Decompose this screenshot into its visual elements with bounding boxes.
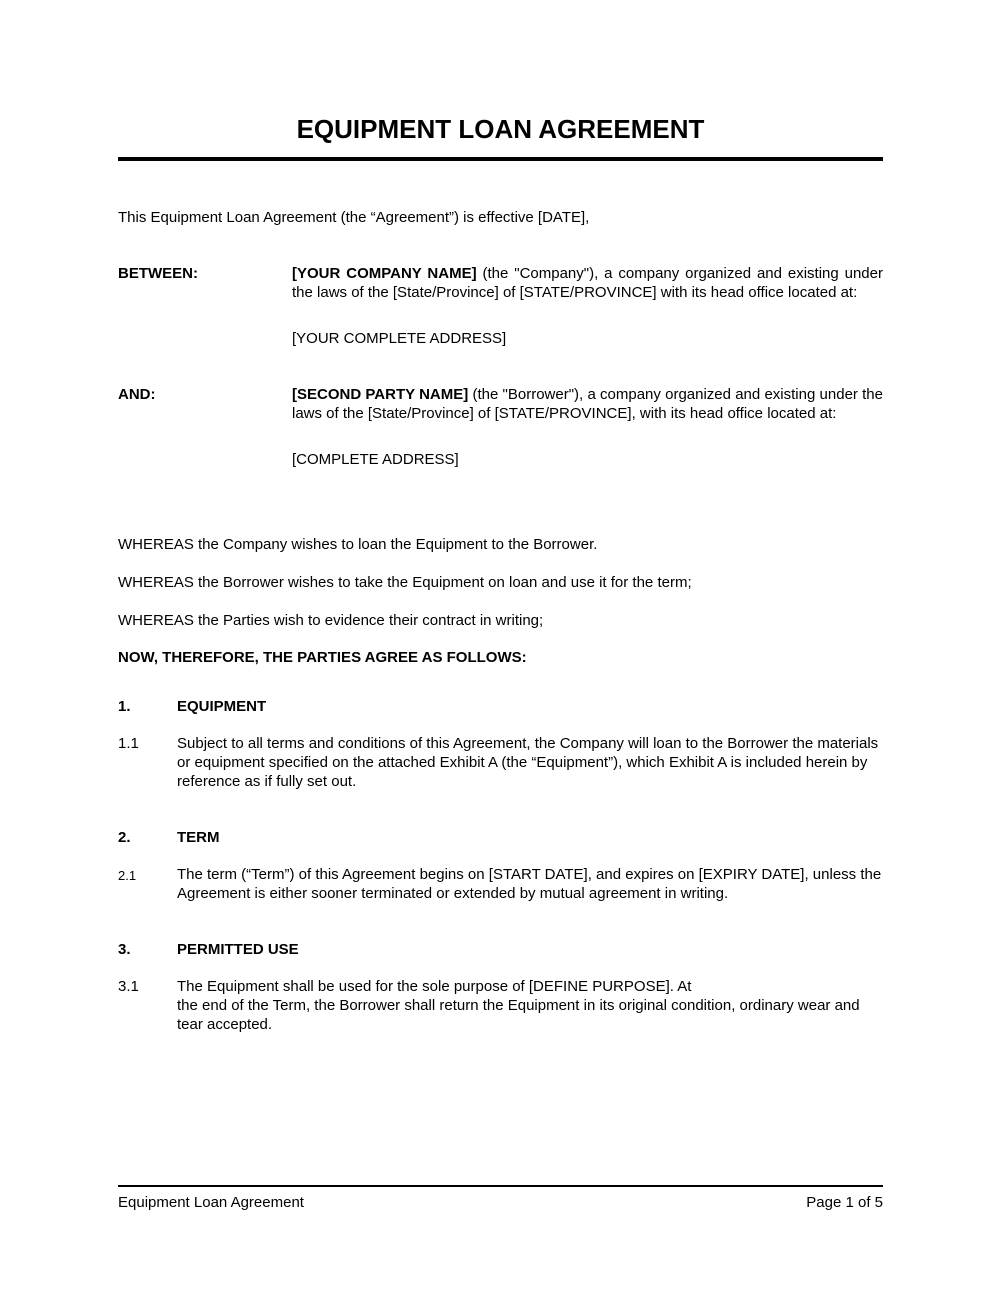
section-2-heading-row — [118, 828, 883, 847]
party-and-paragraph — [292, 385, 883, 423]
clause-3-1-text — [177, 977, 883, 1034]
clause-3-1-row — [118, 977, 883, 1034]
party-and-body — [292, 385, 883, 469]
clause-2-1-number: 2.1 — [118, 868, 137, 883]
whereas-clause-3: WHEREAS the Parties wish to evidence their contract in writing; — [118, 612, 544, 629]
section-1-heading-row — [118, 697, 883, 716]
clause-1-1-number: 1.1 — [118, 735, 139, 752]
company-name-placeholder: [YOUR COMPANY NAME] — [292, 265, 477, 282]
party-and-label: AND: — [118, 386, 156, 403]
whereas-clause-2: WHEREAS the Borrower wishes to take the Equipment on loan and use it for the term; — [118, 574, 692, 591]
page-footer — [118, 1185, 883, 1212]
section-3-heading: PERMITTED USE — [177, 941, 299, 958]
footer-page-number: Page 1 of 5 — [806, 1194, 883, 1211]
company-address-placeholder: [YOUR COMPLETE ADDRESS] — [292, 330, 507, 347]
section-2-number: 2. — [118, 829, 131, 846]
second-party-name-placeholder: [SECOND PARTY NAME] — [292, 386, 469, 403]
document-title: EQUIPMENT LOAN AGREEMENT — [296, 114, 705, 144]
whereas-clause-1: WHEREAS the Company wishes to loan the Equipment to the Borrower. — [118, 536, 598, 553]
title-rule — [118, 157, 883, 161]
party-and-text: (the "Borrower"), a company organized and existing under the laws of the [State/Province] of [STATE/PROVINCE], with its head office located at: — [292, 386, 883, 422]
party-between-block — [118, 264, 883, 348]
clause-1-1-row — [118, 734, 883, 791]
party-between-paragraph — [292, 264, 883, 302]
footer-document-name: Equipment Loan Agreement — [118, 1194, 304, 1211]
now-therefore-line: NOW, THEREFORE, THE PARTIES AGREE AS FOLLOWS: — [118, 649, 527, 666]
section-3-heading-row — [118, 940, 883, 959]
clause-2-1-row — [118, 865, 883, 903]
clause-2-1-text: The term (“Term”) of this Agreement begins on [START DATE], and expires on [EXPIRY DATE], unless the Agreement is either sooner terminated or extended by mutual agreement in writing. — [177, 866, 882, 902]
party-between-text: (the "Company"), a company organized and existing under the laws of the [State/Province] of [STATE/PROVINCE] with its head office located at: — [292, 265, 883, 301]
section-1-number: 1. — [118, 698, 131, 715]
second-party-address-placeholder: [COMPLETE ADDRESS] — [292, 451, 459, 468]
section-2-heading: TERM — [177, 829, 220, 846]
intro-paragraph: This Equipment Loan Agreement (the “Agreement”) is effective [DATE], — [118, 209, 590, 226]
section-3-number: 3. — [118, 941, 131, 958]
party-and-block — [118, 385, 883, 469]
clause-3-1-number: 3.1 — [118, 978, 139, 995]
document-page — [118, 0, 883, 1034]
clause-1-1-text: Subject to all terms and conditions of this Agreement, the Company will loan to the Borrower the materials or equipment specified on the attached Exhibit A (the “Equipment”), which Exhibit A is included herein by reference as if fully set out. — [177, 735, 879, 790]
party-between-body — [292, 264, 883, 348]
party-between-label: BETWEEN: — [118, 265, 198, 282]
clause-3-1-line1: The Equipment shall be used for the sole purpose of [DEFINE PURPOSE]. At — [177, 978, 692, 995]
clause-3-1-rest: the end of the Term, the Borrower shall return the Equipment in its original condition, ordinary wear and tear accepted. — [177, 997, 860, 1033]
section-1-heading: EQUIPMENT — [177, 698, 267, 715]
